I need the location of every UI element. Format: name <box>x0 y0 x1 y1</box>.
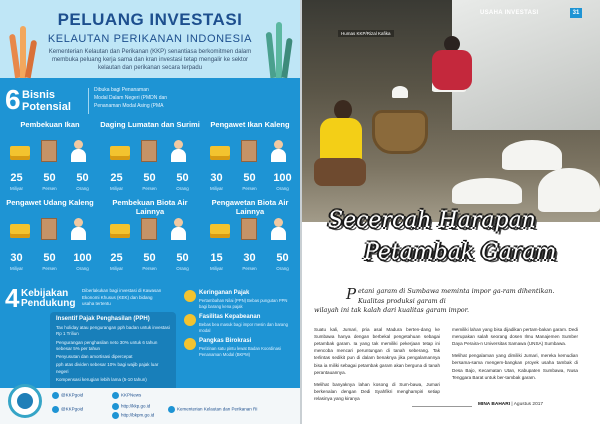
unit-label: Miliyar <box>10 186 23 191</box>
seaweed-decoration <box>276 22 282 78</box>
customs-icon <box>184 314 196 326</box>
box-icon <box>241 140 257 162</box>
unit-label: Persen <box>242 186 257 191</box>
value-persen: 30 <box>243 252 256 264</box>
woman-figure <box>422 36 478 96</box>
value-orang: 50 <box>176 252 189 264</box>
infographic-description: Kementerian Kelautan dan Perikanan (KKP) senantiasa berkomitmen dalam membuka peluang kerja sama dan kran investasi tetap mengalir ke sektor kelautan dan perikanan secara terpadu <box>48 49 252 72</box>
unit-label: Persen <box>42 266 57 271</box>
business-name: Daging Lumatan dan Surimi <box>100 120 200 129</box>
box-icon <box>41 218 57 240</box>
unit-label: Orang <box>76 186 89 191</box>
business-figures <box>100 252 200 274</box>
policy-desc: Perizinan satu pintu lewat Badan Koordinasi Penanaman Modal (BKPM) <box>199 346 281 357</box>
kebijakan-number: 4 <box>5 283 20 313</box>
business-icons <box>100 216 200 244</box>
business-figures <box>0 252 100 274</box>
business-icons <box>0 216 100 244</box>
instagram-link[interactable]: @KKPgoid <box>52 406 83 416</box>
infographic-subtitle: KELAUTAN PERIKANAN INDONESIA <box>47 33 253 45</box>
value-orang: 50 <box>76 172 89 184</box>
value-orang: 50 <box>176 172 189 184</box>
value-persen: 50 <box>143 252 156 264</box>
paragraph: memiliki lahan yang bisa dijadikan pertam-bakan garam. Dedi merupakan salah seorang dosen Ilmu Manajemen Sumber Daya Peraira-n Universitas Samawa (UNSA) Sumbawa. <box>452 327 578 347</box>
publication-name: MINA BAHARI <box>478 402 511 407</box>
article-lead: etani garam di Sumbawa meminta impor ga-ram dihentikan. Kualitas produksi garam di <box>358 287 555 306</box>
value-orang: 100 <box>73 252 92 264</box>
infographic-header <box>0 0 300 78</box>
kkp-website-link[interactable]: http://kkp.go.id <box>112 403 150 413</box>
gold-bars-icon <box>110 224 130 238</box>
box-icon <box>141 218 157 240</box>
incentive-item: pph atas dividen sebesar 10% bagi wajib pajak luar negeri <box>56 362 159 374</box>
unit-label: Orang <box>276 266 289 271</box>
unit-label: Orang <box>176 186 189 191</box>
business-icons <box>100 138 200 166</box>
policy-title: Keringanan Pajak <box>199 290 250 296</box>
business-figures <box>100 172 200 194</box>
kkp-logo <box>8 384 42 418</box>
unit-label: Miliyar <box>110 186 123 191</box>
box-icon <box>141 140 157 162</box>
drop-cap: P <box>346 285 357 303</box>
worker-icon <box>170 140 186 162</box>
twitter-link[interactable]: @KKPgoid <box>52 392 83 402</box>
business-name: Pengawetan Biota Air Lainnya <box>211 198 289 216</box>
unit-label: Orang <box>276 186 289 191</box>
article-page <box>302 0 600 424</box>
divider <box>88 88 89 114</box>
value-persen: 50 <box>43 252 56 264</box>
paragraph: Suatu kali, Jumari, pria asal Madura berten-dang ke Sumbawa hanya dengan berbekal pengetahuan sebagai petambak garam. Ia yang tak memiliki pekerjaan tetap ini mencoba mencari peruntungan di tanah seberang. Tak terlintas sedikit pun di dalam benaknya jika pengalamannya bisa ia miliki sebagai petambak garam akan berguna di tanah perantauannya. <box>314 327 440 375</box>
business-figures <box>200 252 300 274</box>
worker-icon <box>70 218 86 240</box>
value-miliyar: 15 <box>210 252 223 264</box>
boy-figure <box>310 100 370 190</box>
gold-bars-icon <box>110 146 130 160</box>
bisnis-desc-line: Penanaman Modal Asing (PMA <box>94 102 164 109</box>
unit-label: Persen <box>42 186 57 191</box>
worker-icon <box>270 218 286 240</box>
unit-label: Miliyar <box>110 266 123 271</box>
paragraph: Melihat pengalaman yang dimiliki Jumari, mereka kemudian bersama-sama mengem-bangkan proyek usaha tambak di Desa Bajo, Kecamatan Utan, Kabupaten Sumbawa, Nusa Tenggara Barat untuk ber-tambak garam. <box>452 353 578 380</box>
value-persen: 50 <box>243 172 256 184</box>
business-name: Pembekuan Ikan <box>20 120 80 129</box>
kebijakan-heading: Kebijakan <box>21 288 69 299</box>
salt-heap <box>502 140 562 170</box>
gold-bars-icon <box>10 146 30 160</box>
worker-icon <box>170 218 186 240</box>
value-miliyar: 30 <box>10 252 23 264</box>
unit-label: Orang <box>176 266 189 271</box>
salt-heap <box>452 178 522 204</box>
incentive-item: Pengurangan penghasilan neto 30% untuk 6 tahun sebesar 5% per tahun <box>56 339 158 351</box>
box-icon <box>41 140 57 162</box>
worker-icon <box>270 140 286 162</box>
youtube-icon <box>112 392 119 399</box>
business-icons <box>200 216 300 244</box>
tax-icon <box>184 290 196 302</box>
article-column-1 <box>314 326 440 407</box>
value-miliyar: 25 <box>110 252 123 264</box>
article-column-2 <box>452 326 578 386</box>
infographic-title: PELUANG INVESTASI <box>57 10 243 29</box>
globe-icon <box>112 412 119 419</box>
bisnis-heading: Bisnis <box>22 89 56 101</box>
bisnis-desc-line: Dibuka bagi Penanaman <box>94 87 149 93</box>
incentive-item: Penyusutan dan amortisasi dipercepat <box>56 354 133 360</box>
gold-bars-icon <box>210 146 230 160</box>
business-name: Pengawet Ikan Kaleng <box>210 120 290 129</box>
page-footer: MINA BAHARI | Agustus 2017 <box>478 402 544 407</box>
issue-date: Agustus 2017 <box>513 402 544 407</box>
salt-heap <box>392 86 408 98</box>
globe-icon <box>112 403 119 410</box>
unit-label: Miliyar <box>10 266 23 271</box>
page-number: 31 <box>570 8 582 18</box>
value-orang: 50 <box>276 252 289 264</box>
value-orang: 100 <box>273 172 292 184</box>
value-persen: 50 <box>43 172 56 184</box>
policy-title: Pangkas Birokrasi <box>199 338 252 344</box>
article-lead-end: wilayah ini tak kalah dari kualitas garam impor. <box>314 306 470 314</box>
incentive-item: Tax holiday atau pengurangan pph badan untuk investasi Rp 1 Triliun <box>56 325 170 337</box>
gold-bars-icon <box>210 224 230 238</box>
running-head: USAHA INVESTASI <box>480 10 539 16</box>
worker-icon <box>70 140 86 162</box>
value-miliyar: 25 <box>110 172 123 184</box>
footer-rule <box>412 406 472 407</box>
policy-title: Fasilitas Kepabeanan <box>199 314 261 320</box>
unit-label: Miliyar <box>210 266 223 271</box>
article-title-line1: Secercah Harapan <box>328 208 536 233</box>
instagram-icon <box>52 406 59 413</box>
unit-label: Orang <box>76 266 89 271</box>
value-persen: 50 <box>143 172 156 184</box>
business-name: Pengawet Udang Kaleng <box>6 198 94 207</box>
photo-credit: Humas KKP/Rizal Kafika <box>338 30 394 37</box>
paragraph: Melihat banyaknya lahan kosong di Sum-bawa, Jumari berkenalan dengan Dedi Syahfikri menghampiri setiap relasinya yang kiranya <box>314 381 440 401</box>
kebijakan-heading-2: Pendukung <box>21 298 76 309</box>
incentive-title: Insentif Pajak Penghasilan (PPH) <box>56 316 150 322</box>
bureaucracy-icon <box>184 338 196 350</box>
bisnis-description <box>94 87 254 110</box>
bisnis-heading-2: Potensial <box>22 101 71 113</box>
business-figures <box>0 172 100 194</box>
salt-heap <box>538 168 600 212</box>
box-icon <box>241 218 257 240</box>
facebook-link[interactable]: Kementerian Kelautan dan Perikanan RI <box>168 406 258 416</box>
business-icons <box>0 138 100 166</box>
business-figures <box>200 172 300 194</box>
gold-bars-icon <box>10 224 30 238</box>
youtube-link[interactable]: KKPNews <box>112 392 141 402</box>
unit-label: Persen <box>142 266 157 271</box>
incentive-item: Kompensasi kerugian lebih lama (5-10 tahun) <box>56 377 147 383</box>
salt-basket <box>372 110 428 154</box>
value-miliyar: 25 <box>10 172 23 184</box>
unit-label: Persen <box>142 186 157 191</box>
bkpm-website-link[interactable]: http://bkpm.go.id <box>112 412 154 422</box>
bisnis-number: 6 <box>5 84 21 115</box>
bisnis-desc-line: Modal Dalam Negeri (PMDN dan <box>94 94 168 101</box>
business-icons <box>200 138 300 166</box>
facebook-icon <box>168 406 175 413</box>
coral-decoration <box>25 40 38 78</box>
salt-farmers-photo <box>302 0 600 222</box>
article-title-line2: Petambak Garam <box>364 240 557 265</box>
unit-label: Persen <box>242 266 257 271</box>
unit-label: Miliyar <box>210 186 223 191</box>
policy-desc: Pertambahan Nilai (PPN) Bebas pungutan PPN bagi barang kena pajak <box>199 298 288 309</box>
business-name: Pembekuan Biota Air Lainnya <box>112 198 188 216</box>
value-miliyar: 30 <box>210 172 223 184</box>
policy-desc: Bebas bea masuk bagi impor mesin dan barang modal <box>199 322 288 333</box>
kebijakan-description: Diberlakukan bagi investasi di Kawasan Ekonomi Khusus (KEK) dan bidang usaha tertentu <box>82 288 162 307</box>
twitter-icon <box>52 392 59 399</box>
